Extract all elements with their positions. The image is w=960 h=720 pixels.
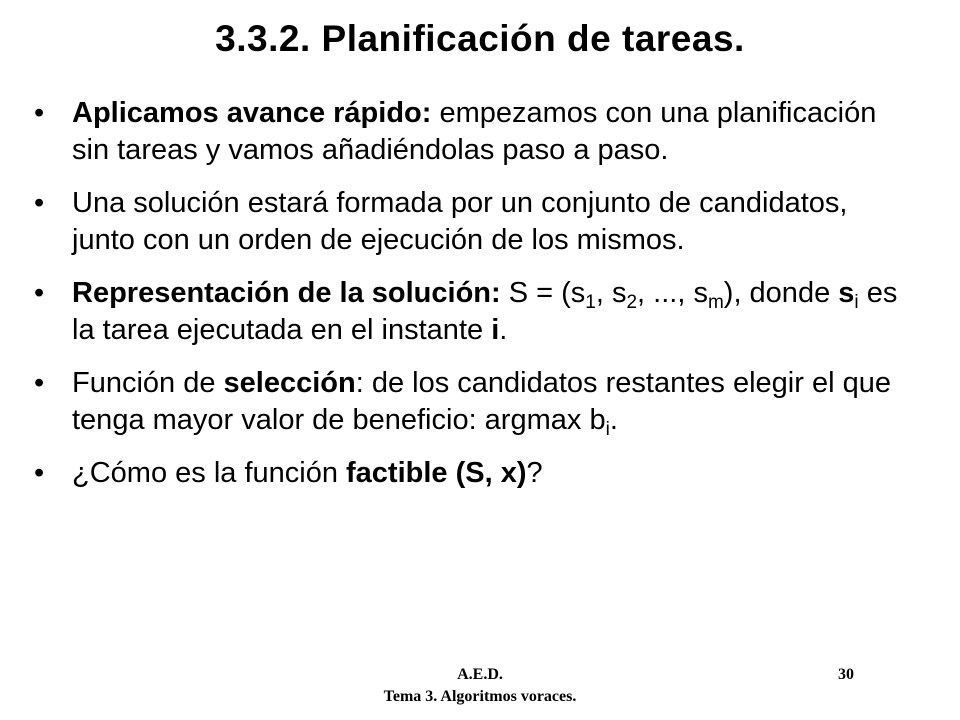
body-text: ), donde (723, 277, 839, 309)
body-text: . (499, 314, 508, 346)
bullet-item (34, 365, 914, 439)
body-text: , s (595, 277, 627, 309)
footer-topic: Tema 3. Algoritmos voraces. (383, 688, 577, 705)
bold-text: i (491, 314, 500, 346)
body-text: empezamos con una planificación sin tareas y vamos añadiéndolas paso a paso. (72, 97, 877, 166)
bullet-marker: • (34, 187, 45, 219)
bold-text: selección (223, 367, 356, 399)
subscript: i (854, 292, 859, 313)
footer-course-name: A.E.D. (457, 666, 503, 683)
body-text: ¿Cómo es la función (72, 457, 347, 489)
footer-course (0, 664, 960, 708)
bold-text: factible (S, x) (346, 457, 527, 489)
bullet-item (34, 95, 914, 169)
bullet-marker: • (34, 457, 45, 489)
body-text: S = (s (500, 277, 586, 309)
bullet-item (34, 185, 914, 259)
body-text: Función de (72, 367, 224, 399)
body-text: ? (526, 457, 543, 489)
subscript: m (707, 292, 724, 313)
body-text: , ..., s (637, 277, 708, 309)
bold-text: Representación de la solución: (72, 277, 501, 309)
page-number: 30 (838, 666, 854, 683)
bullet-marker: • (34, 97, 45, 129)
bullet-item (34, 455, 914, 492)
subscript: i (605, 419, 610, 440)
body-text: Una solución estará formada por un conjunto de candidatos, junto con un orden de ejecución de los mismos. (72, 187, 848, 256)
subscript: 2 (626, 292, 638, 313)
bullet-marker: • (34, 367, 45, 399)
bullet-list (34, 95, 914, 508)
body-text: . (609, 404, 618, 436)
subscript: 1 (585, 292, 596, 313)
bullet-item (34, 275, 914, 349)
body-text: : de los candidatos restantes elegir el que tenga mayor valor de beneficio: argmax b (72, 367, 891, 436)
bold-text: s (838, 277, 855, 309)
slide-title: 3.3.2. Planificación de tareas. (215, 18, 745, 59)
body-text: es la tarea ejecutada en el instante (72, 277, 898, 346)
bullet-marker: • (34, 277, 45, 309)
bold-text: Aplicamos avance rápido: (72, 97, 432, 129)
